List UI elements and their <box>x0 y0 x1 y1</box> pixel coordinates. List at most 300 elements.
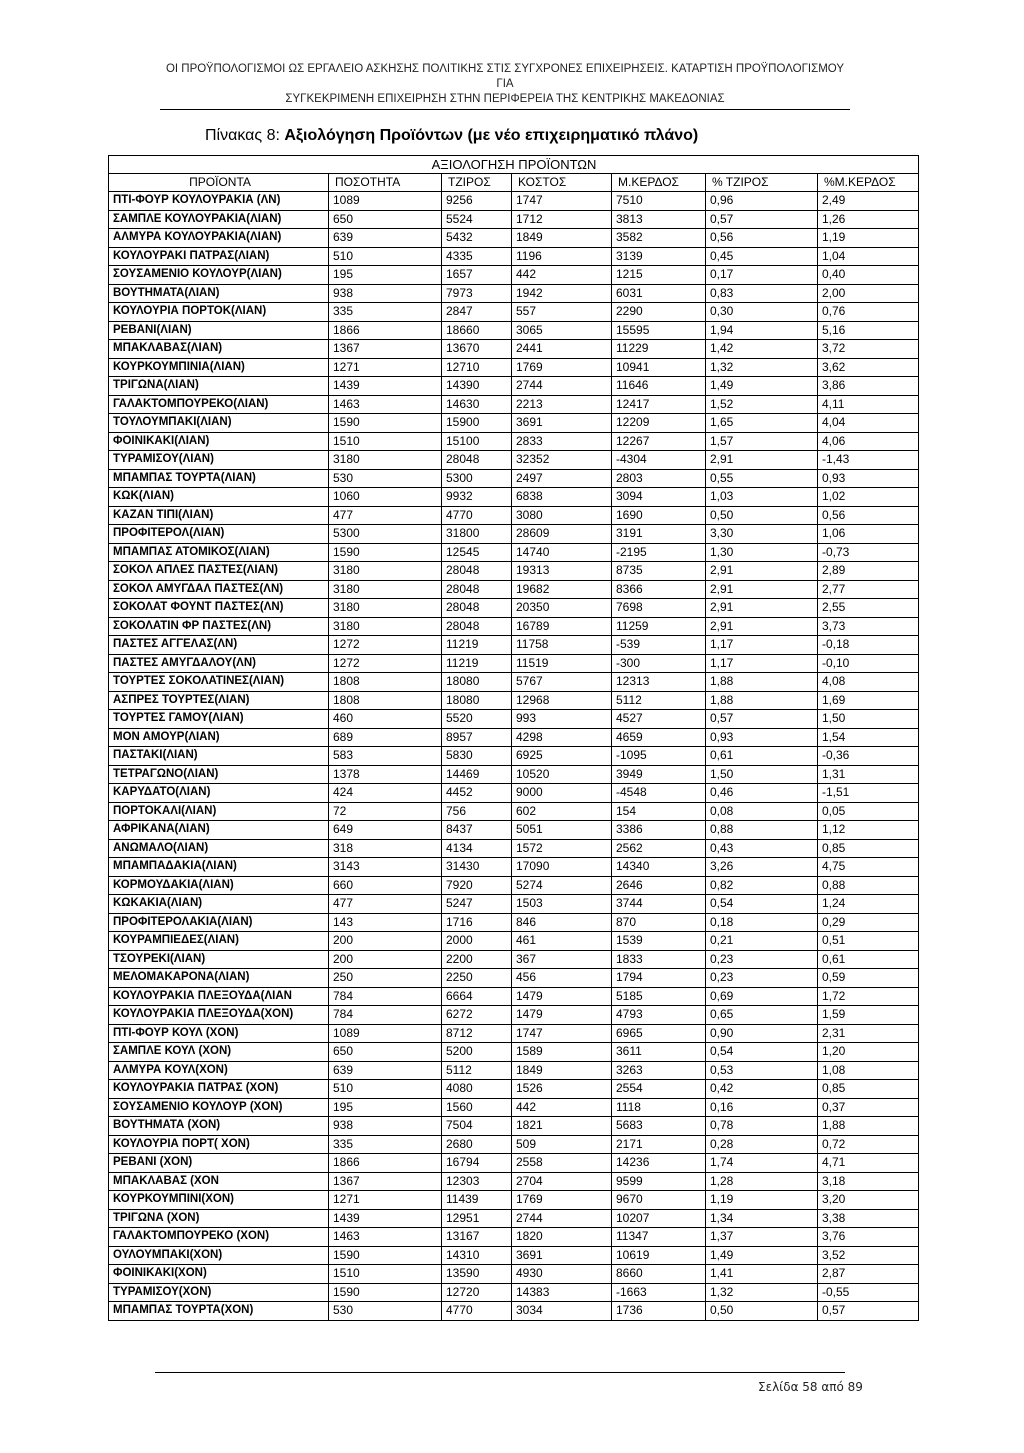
value-cell: 1747 <box>512 192 612 211</box>
value-cell: 6838 <box>512 488 612 507</box>
value-cell: 1539 <box>612 932 706 951</box>
value-cell: 5683 <box>612 1117 706 1136</box>
table-row <box>109 987 919 1006</box>
value-cell: 461 <box>512 932 612 951</box>
table-row <box>109 691 919 710</box>
value-cell: 14310 <box>442 1246 512 1265</box>
value-cell: 13670 <box>442 340 512 359</box>
product-name-cell: ΓΑΛΑΚΤΟΜΠΟΥΡΕΚΟ (ΧΟΝ) <box>109 1228 329 1247</box>
table-row <box>109 728 919 747</box>
value-cell: 31800 <box>442 525 512 544</box>
product-name-cell: ΣΑΜΠΛΕ ΚΟΥΛ (ΧΟΝ) <box>109 1043 329 1062</box>
product-name-cell: ΠΑΣΤΕΣ ΑΓΓΕΛΑΣ(ΛΝ) <box>109 636 329 655</box>
value-cell: 1503 <box>512 895 612 914</box>
value-cell: 1560 <box>442 1098 512 1117</box>
value-cell: 1272 <box>329 636 442 655</box>
value-cell: 4,06 <box>818 432 919 451</box>
value-cell: 6965 <box>612 1024 706 1043</box>
value-cell: 12720 <box>442 1283 512 1302</box>
value-cell: 4793 <box>612 1006 706 1025</box>
value-cell: 1590 <box>329 1283 442 1302</box>
product-name-cell: ΠΤΙ-ΦΟΥΡ ΚΟΥΛΟΥΡΑΚΙΑ (ΛΝ) <box>109 192 329 211</box>
value-cell: -0,18 <box>818 636 919 655</box>
table-row <box>109 1061 919 1080</box>
product-name-cell: ΠΤΙ-ΦΟΥΡ ΚΟΥΛ (ΧΟΝ) <box>109 1024 329 1043</box>
value-cell: 11219 <box>442 654 512 673</box>
value-cell: 318 <box>329 839 442 858</box>
value-cell: 649 <box>329 821 442 840</box>
value-cell: 1849 <box>512 1061 612 1080</box>
product-name-cell: ΠΡΟΦΙΤΕΡΟΛ(ΛΙΑΝ) <box>109 525 329 544</box>
footer-divider <box>155 1372 845 1373</box>
table-row <box>109 229 919 248</box>
value-cell: 1,26 <box>818 210 919 229</box>
value-cell: 2562 <box>612 839 706 858</box>
value-cell: -1663 <box>612 1283 706 1302</box>
value-cell: 195 <box>329 266 442 285</box>
table-row <box>109 1209 919 1228</box>
table-row <box>109 192 919 211</box>
value-cell: -539 <box>612 636 706 655</box>
value-cell: 3034 <box>512 1302 612 1321</box>
value-cell: 72 <box>329 802 442 821</box>
value-cell: 1736 <box>612 1302 706 1321</box>
value-cell: 7973 <box>442 284 512 303</box>
table-row <box>109 636 919 655</box>
value-cell: 1,59 <box>818 1006 919 1025</box>
value-cell: 1820 <box>512 1228 612 1247</box>
table-row <box>109 969 919 988</box>
table-row <box>109 1246 919 1265</box>
value-cell: 938 <box>329 1117 442 1136</box>
value-cell: 31430 <box>442 858 512 877</box>
value-cell: 1,72 <box>818 987 919 1006</box>
value-cell: 1690 <box>612 506 706 525</box>
value-cell: 5247 <box>442 895 512 914</box>
value-cell: 8712 <box>442 1024 512 1043</box>
value-cell: 2847 <box>442 303 512 322</box>
product-name-cell: ΒΟΥΤΗΜΑΤΑ (ΧΟΝ) <box>109 1117 329 1136</box>
value-cell: -1,51 <box>818 784 919 803</box>
value-cell: 1271 <box>329 1191 442 1210</box>
product-name-cell: ΠΟΡΤΟΚΑΛΙ(ΛΙΑΝ) <box>109 802 329 821</box>
value-cell: 10520 <box>512 765 612 784</box>
value-cell: 1,08 <box>818 1061 919 1080</box>
value-cell: 5524 <box>442 210 512 229</box>
value-cell: 0,29 <box>818 913 919 932</box>
value-cell: 0,45 <box>706 247 818 266</box>
column-header-1: ΠΟΣΟΤΗΤΑ <box>329 174 442 192</box>
value-cell: 1572 <box>512 839 612 858</box>
value-cell: -0,36 <box>818 747 919 766</box>
value-cell: 3,30 <box>706 525 818 544</box>
value-cell: 2744 <box>512 377 612 396</box>
value-cell: 0,50 <box>706 1302 818 1321</box>
table-row <box>109 710 919 729</box>
table-row <box>109 488 919 507</box>
column-header-2: ΤΖΙΡΟΣ <box>442 174 512 192</box>
value-cell: 0,65 <box>706 1006 818 1025</box>
value-cell: 442 <box>512 1098 612 1117</box>
product-name-cell: ΚΟΥΛΟΥΡΑΚΙΑ ΠΛΕΞΟΥΔΑ(ΧΟΝ) <box>109 1006 329 1025</box>
value-cell: 1,24 <box>818 895 919 914</box>
value-cell: 0,16 <box>706 1098 818 1117</box>
value-cell: -0,10 <box>818 654 919 673</box>
running-header-line-1: ΟΙ ΠΡΟΫΠΟΛΟΓΙΣΜΟΙ ΩΣ ΕΡΓΑΛΕΙΟ ΑΣΚΗΣΗΣ ΠΟΛΙΤΙΚΗΣ ΣΤΙΣ ΣΥΓΧΡΟΝΕΣ ΕΠΙΧΕΙΡΗΣΕΙΣ. ΚΑΤΑΡΤΙΣΗ ΠΡΟΫΠΟΛΟΓΙΣΜΟΥ ΓΙΑ <box>165 63 845 90</box>
value-cell: 0,37 <box>818 1098 919 1117</box>
value-cell: 18660 <box>442 321 512 340</box>
value-cell: 5520 <box>442 710 512 729</box>
value-cell: -0,73 <box>818 543 919 562</box>
table-row <box>109 562 919 581</box>
value-cell: 689 <box>329 728 442 747</box>
value-cell: 1,32 <box>706 358 818 377</box>
value-cell: 1,03 <box>706 488 818 507</box>
value-cell: 11229 <box>612 340 706 359</box>
value-cell: 2290 <box>612 303 706 322</box>
value-cell: 3,18 <box>818 1172 919 1191</box>
value-cell: 1589 <box>512 1043 612 1062</box>
value-cell: 1590 <box>329 543 442 562</box>
value-cell: 1196 <box>512 247 612 266</box>
value-cell: 0,40 <box>818 266 919 285</box>
value-cell: 12209 <box>612 414 706 433</box>
value-cell: 11347 <box>612 1228 706 1247</box>
value-cell: -0,55 <box>818 1283 919 1302</box>
value-cell: 4527 <box>612 710 706 729</box>
value-cell: 28048 <box>442 617 512 636</box>
product-name-cell: ΚΟΥΛΟΥΡΙΑ ΠΟΡΤ( ΧΟΝ) <box>109 1135 329 1154</box>
value-cell: 28048 <box>442 562 512 581</box>
table-row <box>109 895 919 914</box>
product-name-cell: ΦΟΙΝΙΚΑΚΙ(ΧΟΝ) <box>109 1265 329 1284</box>
product-name-cell: ΑΛΜΥΡΑ ΚΟΥΛΟΥΡΑΚΙΑ(ΛΙΑΝ) <box>109 229 329 248</box>
value-cell: 5767 <box>512 673 612 692</box>
value-cell: 6031 <box>612 284 706 303</box>
table-row <box>109 1302 919 1321</box>
value-cell: 1,57 <box>706 432 818 451</box>
value-cell: 32352 <box>512 451 612 470</box>
value-cell: 4,71 <box>818 1154 919 1173</box>
table-row <box>109 377 919 396</box>
value-cell: 11519 <box>512 654 612 673</box>
table-row <box>109 506 919 525</box>
value-cell: -2195 <box>612 543 706 562</box>
value-cell: 1439 <box>329 1209 442 1228</box>
value-cell: 7920 <box>442 876 512 895</box>
value-cell: 14390 <box>442 377 512 396</box>
value-cell: 0,54 <box>706 895 818 914</box>
table-row <box>109 1172 919 1191</box>
value-cell: 5432 <box>442 229 512 248</box>
product-name-cell: ΚΩΚΑΚΙΑ(ΛΙΑΝ) <box>109 895 329 914</box>
value-cell: 0,78 <box>706 1117 818 1136</box>
table-row <box>109 1135 919 1154</box>
value-cell: 3,52 <box>818 1246 919 1265</box>
value-cell: 2171 <box>612 1135 706 1154</box>
value-cell: 14340 <box>612 858 706 877</box>
value-cell: 4,04 <box>818 414 919 433</box>
value-cell: 11259 <box>612 617 706 636</box>
column-header-0: ΠΡΟΪΟΝΤΑ <box>109 174 329 192</box>
value-cell: 1479 <box>512 987 612 1006</box>
table-caption-title: Αξιολόγηση Προϊόντων (με νέο επιχειρηματικό πλάνο) <box>284 127 699 144</box>
value-cell: 0,93 <box>818 469 919 488</box>
value-cell: 2833 <box>512 432 612 451</box>
value-cell: 0,18 <box>706 913 818 932</box>
table-row <box>109 247 919 266</box>
product-name-cell: ΚΟΥΛΟΥΡΑΚΙΑ ΠΑΤΡΑΣ (ΧΟΝ) <box>109 1080 329 1099</box>
value-cell: 11758 <box>512 636 612 655</box>
value-cell: 530 <box>329 469 442 488</box>
value-cell: 0,23 <box>706 969 818 988</box>
value-cell: 367 <box>512 950 612 969</box>
value-cell: 0,43 <box>706 839 818 858</box>
value-cell: 0,85 <box>818 1080 919 1099</box>
product-name-cell: ΚΩΚ(ΛΙΑΝ) <box>109 488 329 507</box>
value-cell: 1833 <box>612 950 706 969</box>
table-row <box>109 1265 919 1284</box>
value-cell: 1510 <box>329 432 442 451</box>
value-cell: 639 <box>329 229 442 248</box>
table-row <box>109 1191 919 1210</box>
value-cell: 456 <box>512 969 612 988</box>
value-cell: 5274 <box>512 876 612 895</box>
table-row <box>109 266 919 285</box>
value-cell: 2000 <box>442 932 512 951</box>
value-cell: 2803 <box>612 469 706 488</box>
table-row <box>109 1154 919 1173</box>
value-cell: 28609 <box>512 525 612 544</box>
table-row <box>109 1006 919 1025</box>
value-cell: 0,88 <box>818 876 919 895</box>
value-cell: 2,49 <box>818 192 919 211</box>
value-cell: 3691 <box>512 414 612 433</box>
value-cell: 0,88 <box>706 821 818 840</box>
table-row <box>109 784 919 803</box>
value-cell: 1,88 <box>818 1117 919 1136</box>
value-cell: 784 <box>329 1006 442 1025</box>
column-header-5: % ΤΖΙΡΟΣ <box>706 174 818 192</box>
value-cell: 784 <box>329 987 442 1006</box>
value-cell: -1095 <box>612 747 706 766</box>
value-cell: 1,04 <box>818 247 919 266</box>
value-cell: 19313 <box>512 562 612 581</box>
value-cell: 15100 <box>442 432 512 451</box>
value-cell: 12545 <box>442 543 512 562</box>
value-cell: 1,49 <box>706 1246 818 1265</box>
product-name-cell: ΜΠΑΚΛΑΒΑΣ (ΧΟΝ <box>109 1172 329 1191</box>
table-row <box>109 284 919 303</box>
value-cell: 4659 <box>612 728 706 747</box>
value-cell: 3744 <box>612 895 706 914</box>
product-name-cell: ΣΟΚΟΛ ΑΠΛΕΣ ΠΑΣΤΕΣ(ΛΙΑΝ) <box>109 562 329 581</box>
product-name-cell: ΤΟΥΛΟΥΜΠΑΚΙ(ΛΙΑΝ) <box>109 414 329 433</box>
value-cell: 0,56 <box>818 506 919 525</box>
value-cell: 10207 <box>612 1209 706 1228</box>
value-cell: 1,69 <box>818 691 919 710</box>
value-cell: 0,57 <box>706 710 818 729</box>
value-cell: 2,77 <box>818 580 919 599</box>
value-cell: 1089 <box>329 1024 442 1043</box>
value-cell: 0,08 <box>706 802 818 821</box>
value-cell: 12313 <box>612 673 706 692</box>
value-cell: 5300 <box>329 525 442 544</box>
value-cell: 1,20 <box>818 1043 919 1062</box>
value-cell: 9000 <box>512 784 612 803</box>
product-name-cell: ΣΟΥΣΑΜΕΝΙΟ ΚΟΥΛΟΥΡ(ΛΙΑΝ) <box>109 266 329 285</box>
running-header <box>160 62 850 110</box>
value-cell: 0,83 <box>706 284 818 303</box>
value-cell: 0,57 <box>706 210 818 229</box>
value-cell: 9670 <box>612 1191 706 1210</box>
value-cell: 1,17 <box>706 654 818 673</box>
value-cell: 1,94 <box>706 321 818 340</box>
value-cell: 5112 <box>442 1061 512 1080</box>
table-row <box>109 599 919 618</box>
value-cell: 15900 <box>442 414 512 433</box>
value-cell: 2497 <box>512 469 612 488</box>
value-cell: 1,54 <box>818 728 919 747</box>
value-cell: 477 <box>329 506 442 525</box>
value-cell: 8660 <box>612 1265 706 1284</box>
product-name-cell: ΚΟΥΡΚΟΥΜΠΙΝΙΑ(ΛΙΑΝ) <box>109 358 329 377</box>
table-caption <box>205 127 698 145</box>
value-cell: 0,21 <box>706 932 818 951</box>
value-cell: 0,59 <box>818 969 919 988</box>
value-cell: 4,08 <box>818 673 919 692</box>
product-name-cell: ΠΑΣΤΕΣ ΑΜΥΓΔΑΛΟΥ(ΛΝ) <box>109 654 329 673</box>
value-cell: 5300 <box>442 469 512 488</box>
value-cell: 3,73 <box>818 617 919 636</box>
value-cell: 2,55 <box>818 599 919 618</box>
value-cell: 0,17 <box>706 266 818 285</box>
table-row <box>109 395 919 414</box>
value-cell: 660 <box>329 876 442 895</box>
value-cell: 1271 <box>329 358 442 377</box>
value-cell: 1769 <box>512 1191 612 1210</box>
value-cell: 1510 <box>329 1265 442 1284</box>
value-cell: 3386 <box>612 821 706 840</box>
value-cell: 6272 <box>442 1006 512 1025</box>
value-cell: 2,89 <box>818 562 919 581</box>
table-row <box>109 543 919 562</box>
value-cell: 28048 <box>442 580 512 599</box>
value-cell: 1747 <box>512 1024 612 1043</box>
product-name-cell: ΤΕΤΡΑΓΩΝΟ(ΛΙΑΝ) <box>109 765 329 784</box>
product-name-cell: ΣΟΚΟΛΑΤΙΝ ΦΡ ΠΑΣΤΕΣ(ΛΝ) <box>109 617 329 636</box>
value-cell: 1590 <box>329 1246 442 1265</box>
value-cell: 1378 <box>329 765 442 784</box>
table-column-header-row <box>109 174 919 192</box>
table-row <box>109 876 919 895</box>
value-cell: 0,56 <box>706 229 818 248</box>
value-cell: 12303 <box>442 1172 512 1191</box>
product-name-cell: ΠΡΟΦΙΤΕΡΟΛΑΚΙΑ(ΛΙΑΝ) <box>109 913 329 932</box>
value-cell: 4134 <box>442 839 512 858</box>
product-name-cell: ΣΑΜΠΛΕ ΚΟΥΛΟΥΡΑΚΙΑ(ΛΙΑΝ) <box>109 210 329 229</box>
value-cell: 650 <box>329 210 442 229</box>
value-cell: 200 <box>329 950 442 969</box>
product-name-cell: ΜΟΝ ΑΜΟΥΡ(ΛΙΑΝ) <box>109 728 329 747</box>
value-cell: 1,17 <box>706 636 818 655</box>
table-row <box>109 913 919 932</box>
value-cell: 1,49 <box>706 377 818 396</box>
value-cell: 1,88 <box>706 691 818 710</box>
value-cell: 3080 <box>512 506 612 525</box>
product-name-cell: ΟΥΛΟΥΜΠΑΚΙ(ΧΟΝ) <box>109 1246 329 1265</box>
value-cell: 335 <box>329 303 442 322</box>
value-cell: 5051 <box>512 821 612 840</box>
value-cell: 938 <box>329 284 442 303</box>
value-cell: 2213 <box>512 395 612 414</box>
value-cell: 2,91 <box>706 617 818 636</box>
value-cell: 1,50 <box>706 765 818 784</box>
value-cell: 1712 <box>512 210 612 229</box>
value-cell: 1866 <box>329 1154 442 1173</box>
value-cell: 3,76 <box>818 1228 919 1247</box>
value-cell: 28048 <box>442 599 512 618</box>
value-cell: 0,05 <box>818 802 919 821</box>
value-cell: 0,85 <box>818 839 919 858</box>
table-row <box>109 358 919 377</box>
value-cell: 0,23 <box>706 950 818 969</box>
value-cell: 3,62 <box>818 358 919 377</box>
value-cell: 3191 <box>612 525 706 544</box>
table-row <box>109 821 919 840</box>
product-name-cell: ΤΟΥΡΤΕΣ ΓΑΜΟΥ(ΛΙΑΝ) <box>109 710 329 729</box>
value-cell: 1,28 <box>706 1172 818 1191</box>
table-row <box>109 1228 919 1247</box>
value-cell: 0,76 <box>818 303 919 322</box>
value-cell: 477 <box>329 895 442 914</box>
value-cell: 11439 <box>442 1191 512 1210</box>
value-cell: 3180 <box>329 580 442 599</box>
value-cell: 0,69 <box>706 987 818 1006</box>
value-cell: 2250 <box>442 969 512 988</box>
value-cell: 1794 <box>612 969 706 988</box>
table-row <box>109 1024 919 1043</box>
value-cell: 1,65 <box>706 414 818 433</box>
value-cell: 9932 <box>442 488 512 507</box>
value-cell: 1463 <box>329 395 442 414</box>
value-cell: 16789 <box>512 617 612 636</box>
product-name-cell: ΑΝΩΜΑΛΟ(ΛΙΑΝ) <box>109 839 329 858</box>
value-cell: 1479 <box>512 1006 612 1025</box>
value-cell: 3,86 <box>818 377 919 396</box>
value-cell: 10941 <box>612 358 706 377</box>
value-cell: 2,31 <box>818 1024 919 1043</box>
table-group-header: ΑΞΙΟΛΟΓΗΣΗ ΠΡΟΪΟΝΤΩΝ <box>109 156 919 174</box>
value-cell: 0,54 <box>706 1043 818 1062</box>
value-cell: 510 <box>329 247 442 266</box>
table-row <box>109 765 919 784</box>
product-name-cell: ΓΑΛΑΚΤΟΜΠΟΥΡΕΚΟ(ΛΙΑΝ) <box>109 395 329 414</box>
value-cell: 1,42 <box>706 340 818 359</box>
product-name-cell: ΚΟΥΛΟΥΡΙΑ ΠΟΡΤΟΚ(ΛΙΑΝ) <box>109 303 329 322</box>
value-cell: 1,52 <box>706 395 818 414</box>
product-name-cell: ΚΟΥΛΟΥΡΑΚΙ ΠΑΤΡΑΣ(ΛΙΑΝ) <box>109 247 329 266</box>
product-name-cell: ΜΠΑΜΠΑΣ ΤΟΥΡΤΑ(ΛΙΑΝ) <box>109 469 329 488</box>
table-row <box>109 1043 919 1062</box>
value-cell: 10619 <box>612 1246 706 1265</box>
value-cell: 0,93 <box>706 728 818 747</box>
product-name-cell: ΜΕΛΟΜΑΚΑΡΟΝΑ(ΛΙΑΝ) <box>109 969 329 988</box>
value-cell: 1808 <box>329 673 442 692</box>
value-cell: 424 <box>329 784 442 803</box>
value-cell: 1367 <box>329 1172 442 1191</box>
value-cell: 1,88 <box>706 673 818 692</box>
